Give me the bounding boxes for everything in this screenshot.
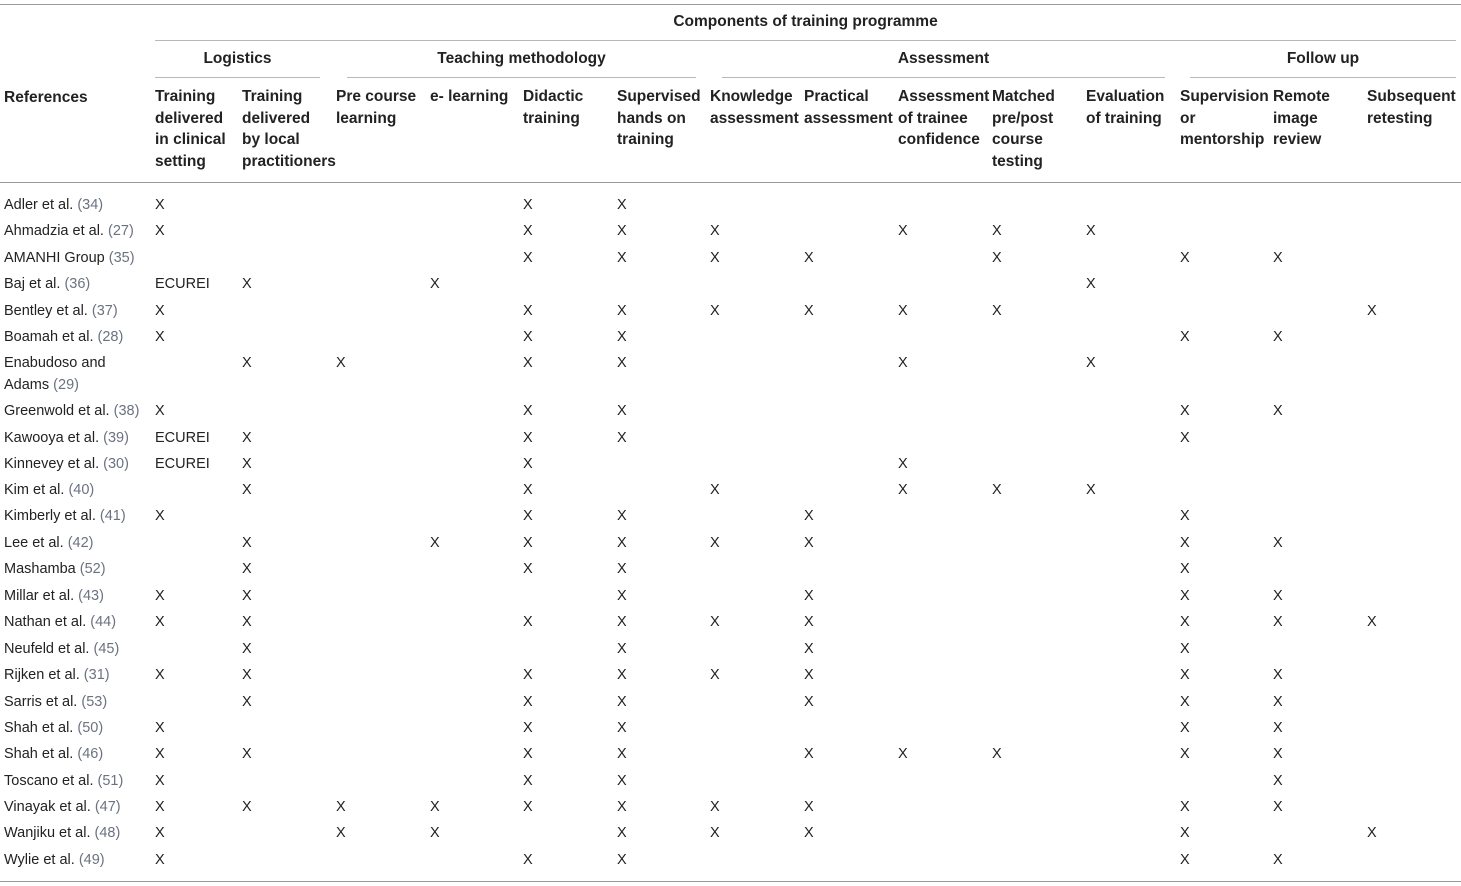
table-cell: X: [617, 535, 627, 551]
table-cell: X: [1273, 588, 1283, 604]
table-cell: X: [1273, 799, 1283, 815]
table-cell: X: [710, 250, 720, 266]
reference-cell: [4, 771, 123, 793]
table-cell: X: [242, 614, 252, 630]
citation-number: (52): [79, 561, 106, 577]
table-cell: X: [336, 825, 346, 841]
group-rule: [1190, 77, 1456, 78]
column-header: e- learning: [430, 88, 509, 105]
citation-number: (50): [77, 720, 104, 736]
citation-number: (31): [83, 667, 110, 683]
table-cell: X: [155, 825, 165, 841]
table-cell: X: [523, 250, 533, 266]
header-bottom-rule: [0, 182, 1461, 183]
table-cell: X: [804, 746, 814, 762]
table-cell: X: [430, 825, 440, 841]
table-cell: X: [430, 276, 440, 292]
reference-cell: [4, 665, 110, 687]
reference-name: Vinayak et al.: [4, 799, 95, 815]
table-cell: X: [523, 535, 533, 551]
table-cell: X: [804, 250, 814, 266]
table-cell: X: [617, 303, 627, 319]
table-cell: X: [1180, 403, 1190, 419]
reference-name: Millar et al.: [4, 588, 79, 604]
table-cell: X: [804, 508, 814, 524]
table-cell: X: [617, 720, 627, 736]
table-cell: X: [617, 430, 627, 446]
table-cell: X: [1086, 223, 1096, 239]
reference-cell: [4, 639, 119, 661]
reference-cell: [4, 612, 116, 634]
table-cell: X: [155, 329, 165, 345]
table-cell: X: [523, 746, 533, 762]
column-header: Supervised hands on training: [617, 88, 701, 148]
reference-cell: [4, 401, 139, 423]
table-cell: X: [336, 799, 346, 815]
column-header: Assessment of trainee confidence: [898, 88, 990, 148]
reference-cell: [4, 533, 93, 555]
table-cell: X: [710, 825, 720, 841]
citation-number: (40): [68, 482, 95, 498]
table-cell: X: [1180, 852, 1190, 868]
table-cell: X: [617, 667, 627, 683]
reference-name: Kimberly et al.: [4, 508, 100, 524]
table-cell: X: [1273, 720, 1283, 736]
table-cell: X: [1180, 799, 1190, 815]
reference-name: Kawooya et al.: [4, 430, 104, 446]
column-header: Subsequent retesting: [1367, 88, 1456, 127]
table-cell: X: [710, 535, 720, 551]
reference-cell: [4, 744, 103, 766]
reference-cell: [4, 718, 103, 740]
table-cell: X: [898, 355, 908, 371]
group-header: Assessment: [897, 50, 990, 67]
table-cell: X: [1273, 403, 1283, 419]
table-cell: X: [1273, 852, 1283, 868]
reference-cell: [4, 692, 107, 714]
reference-name: Lee et al.: [4, 535, 68, 551]
column-header: Training delivered in clinical setting: [155, 88, 226, 170]
table-cell: X: [1086, 276, 1096, 292]
column-header: Remote image review: [1273, 88, 1330, 148]
table-cell: X: [617, 329, 627, 345]
table-cell: X: [242, 355, 252, 371]
group-header: Teaching methodology: [437, 50, 606, 67]
table-cell: X: [242, 430, 252, 446]
citation-number: (36): [64, 276, 91, 292]
reference-cell: [4, 850, 105, 872]
table-cell: X: [155, 852, 165, 868]
table-cell: X: [523, 799, 533, 815]
citation-number: (29): [53, 376, 79, 393]
references-header: References: [4, 89, 88, 106]
citation-number: (38): [113, 403, 140, 419]
reference-name: Kim et al.: [4, 482, 69, 498]
table-cell: X: [523, 614, 533, 630]
reference-name: Wanjiku et al.: [4, 825, 95, 841]
reference-cell: [4, 559, 106, 581]
reference-name: Mashamba: [4, 561, 80, 577]
table-cell: X: [992, 482, 1002, 498]
table-cell: X: [710, 303, 720, 319]
table-cell: X: [1273, 773, 1283, 789]
table-cell: X: [1086, 482, 1096, 498]
table-cell: X: [898, 482, 908, 498]
citation-number: (53): [81, 694, 108, 710]
table-cell: X: [523, 773, 533, 789]
table-cell: X: [242, 746, 252, 762]
table-cell: X: [242, 561, 252, 577]
table-cell: X: [1180, 329, 1190, 345]
table-cell: X: [804, 799, 814, 815]
table-cell: X: [1273, 329, 1283, 345]
reference-name: Nathan et al.: [4, 614, 91, 630]
table-cell: X: [710, 667, 720, 683]
table-cell: X: [1180, 825, 1190, 841]
table-cell: X: [1273, 667, 1283, 683]
reference-cell: [4, 506, 126, 528]
table-cell: X: [898, 223, 908, 239]
table-cell: X: [617, 746, 627, 762]
table-cell: X: [898, 303, 908, 319]
table-cell: ECUREI: [155, 430, 210, 446]
reference-name: Enabudoso and: [4, 355, 106, 371]
table-cell: X: [523, 430, 533, 446]
table-cell: X: [804, 667, 814, 683]
table-cell: X: [804, 588, 814, 604]
citation-number: (49): [78, 852, 105, 868]
table-cell: X: [523, 482, 533, 498]
table-cell: X: [242, 482, 252, 498]
table-cell: X: [242, 276, 252, 292]
table-cell: X: [1367, 303, 1377, 319]
table-cell: X: [155, 614, 165, 630]
table-cell: X: [155, 773, 165, 789]
table-cell: X: [523, 456, 533, 472]
table-cell: X: [617, 641, 627, 657]
table-cell: X: [155, 799, 165, 815]
table-cell: X: [710, 223, 720, 239]
citation-number: (27): [107, 223, 134, 239]
table-cell: X: [898, 456, 908, 472]
citation-number: (41): [99, 508, 126, 524]
column-header: Evaluation of training: [1086, 88, 1165, 127]
table-cell: X: [523, 223, 533, 239]
citation-number: (45): [93, 641, 120, 657]
table-cell: X: [1180, 694, 1190, 710]
table-cell: X: [804, 303, 814, 319]
citation-number: (47): [94, 799, 121, 815]
table-cell: X: [155, 508, 165, 524]
reference-cell: [4, 797, 121, 819]
table-cell: X: [1180, 588, 1190, 604]
table-cell: X: [523, 329, 533, 345]
table-cell: X: [155, 720, 165, 736]
table-cell: X: [1180, 720, 1190, 736]
reference-cell: [4, 454, 129, 476]
table-cell: X: [523, 694, 533, 710]
table-cell: X: [1273, 694, 1283, 710]
reference-cell: [4, 428, 129, 450]
table-cell: X: [617, 508, 627, 524]
reference-name: Wylie et al.: [4, 852, 79, 868]
table-cell: X: [242, 694, 252, 710]
citation-number: (43): [78, 588, 104, 604]
table-cell: X: [242, 535, 252, 551]
citation-number: (39): [103, 430, 129, 446]
table-cell: X: [992, 303, 1002, 319]
table-cell: X: [336, 355, 346, 371]
bottom-rule: [0, 881, 1461, 882]
table-cell: X: [804, 535, 814, 551]
table-cell: X: [523, 852, 533, 868]
reference-name: Greenwold et al.: [4, 403, 114, 419]
reference-name: Sarris et al.: [4, 694, 82, 710]
table-cell: X: [1086, 355, 1096, 371]
column-header: Practical assessment: [804, 88, 893, 127]
group-header: Logistics: [203, 50, 272, 67]
table-cell: X: [617, 588, 627, 604]
table-cell: X: [1367, 614, 1377, 630]
table-cell: X: [242, 588, 252, 604]
table-cell: X: [430, 799, 440, 815]
table-cell: X: [523, 561, 533, 577]
table-cell: X: [617, 825, 627, 841]
reference-cell: [4, 480, 94, 502]
reference-name: Toscano et al.: [4, 773, 98, 789]
column-header: Supervision or mentorship: [1180, 88, 1269, 148]
table-cell: X: [242, 641, 252, 657]
super-header: Components of training programme: [673, 13, 938, 30]
table-cell: X: [898, 746, 908, 762]
citation-number: (46): [77, 746, 104, 762]
table-cell: X: [242, 456, 252, 472]
reference-cell: [4, 248, 135, 270]
table-cell: X: [1273, 746, 1283, 762]
table-cell: X: [1180, 667, 1190, 683]
table-cell: ECUREI: [155, 276, 210, 292]
table-cell: X: [617, 799, 627, 815]
column-header: Pre course learning: [336, 88, 417, 127]
reference-name: Neufeld et al.: [4, 641, 94, 657]
reference-name: Boamah et al.: [4, 329, 98, 345]
table-cell: X: [804, 641, 814, 657]
table-cell: X: [523, 508, 533, 524]
citation-number: (28): [97, 329, 124, 345]
table-cell: X: [1273, 250, 1283, 266]
group-rule: [347, 77, 696, 78]
table-cell: X: [1273, 535, 1283, 551]
reference-name: Ahmadzia et al.: [4, 223, 108, 239]
table-cell: X: [1180, 508, 1190, 524]
citation-number: (48): [94, 825, 121, 841]
citation-number: (30): [103, 456, 129, 472]
table-cell: X: [617, 403, 627, 419]
table-cell: X: [617, 561, 627, 577]
table-cell: X: [710, 799, 720, 815]
reference-cell: [4, 274, 90, 296]
table-cell: X: [1180, 614, 1190, 630]
column-header: Didactic training: [523, 88, 584, 127]
citation-number: (44): [90, 614, 117, 630]
citation-number: (37): [91, 303, 118, 319]
table-cell: X: [1367, 825, 1377, 841]
reference-name: Adler et al.: [4, 197, 78, 213]
table-cell: X: [992, 250, 1002, 266]
table-cell: ECUREI: [155, 456, 210, 472]
table-cell: X: [617, 773, 627, 789]
table-cell: X: [617, 852, 627, 868]
group-rule: [722, 77, 1165, 78]
table-cell: X: [617, 250, 627, 266]
table-cell: X: [155, 667, 165, 683]
table-cell: X: [155, 588, 165, 604]
table-cell: X: [1180, 641, 1190, 657]
top-rule: [0, 4, 1461, 5]
reference-cell: [4, 221, 134, 243]
table-cell: X: [155, 223, 165, 239]
table-cell: X: [992, 746, 1002, 762]
table-cell: X: [155, 303, 165, 319]
table-cell: X: [804, 825, 814, 841]
citation-number: (35): [108, 250, 135, 266]
table-cell: X: [804, 694, 814, 710]
column-header: Matched pre/post course testing: [992, 88, 1055, 170]
group-header: Follow up: [1286, 50, 1360, 67]
reference-cell: [4, 353, 106, 396]
reference-name: Shah et al.: [4, 746, 78, 762]
table-cell: X: [1180, 250, 1190, 266]
citation-number: (34): [77, 197, 104, 213]
column-header: Knowledge assessment: [710, 88, 799, 127]
table-cell: X: [617, 223, 627, 239]
table-cell: X: [523, 667, 533, 683]
group-rule: [155, 77, 320, 78]
super-header-rule: [155, 40, 1456, 41]
table-cell: X: [155, 403, 165, 419]
reference-cell: [4, 327, 123, 349]
reference-name: Rijken et al.: [4, 667, 84, 683]
citation-number: (51): [97, 773, 124, 789]
table-cell: X: [155, 746, 165, 762]
table-cell: X: [242, 667, 252, 683]
reference-name: Bentley et al.: [4, 303, 92, 319]
column-header: Training delivered by local practitioners: [242, 88, 336, 170]
reference-name: Kinnevey et al.: [4, 456, 104, 472]
reference-name: AMANHI Group: [4, 250, 109, 266]
table-cell: X: [617, 614, 627, 630]
table-cell: X: [992, 223, 1002, 239]
reference-name: Shah et al.: [4, 720, 78, 736]
table-cell: X: [710, 614, 720, 630]
reference-name: Baj et al.: [4, 276, 65, 292]
table-cell: X: [617, 355, 627, 371]
table-cell: X: [523, 720, 533, 736]
table-cell: X: [1180, 746, 1190, 762]
table-cell: X: [1180, 561, 1190, 577]
table-cell: X: [430, 535, 440, 551]
table-cell: X: [242, 799, 252, 815]
reference-cell: [4, 586, 104, 608]
table-cell: X: [155, 197, 165, 213]
table-cell: X: [1180, 535, 1190, 551]
reference-cell: [4, 823, 120, 845]
reference-cell: [4, 301, 118, 323]
table-cell: X: [1180, 430, 1190, 446]
table-cell: X: [523, 303, 533, 319]
table-cell: X: [1273, 614, 1283, 630]
citation-number: (42): [67, 535, 94, 551]
reference-cell: [4, 195, 103, 217]
table-cell: X: [523, 403, 533, 419]
table-cell: X: [617, 694, 627, 710]
table-cell: X: [804, 614, 814, 630]
table-cell: X: [523, 197, 533, 213]
table-cell: X: [523, 355, 533, 371]
reference-name-line2: Adams: [4, 376, 54, 393]
table-cell: X: [710, 482, 720, 498]
table-cell: X: [617, 197, 627, 213]
